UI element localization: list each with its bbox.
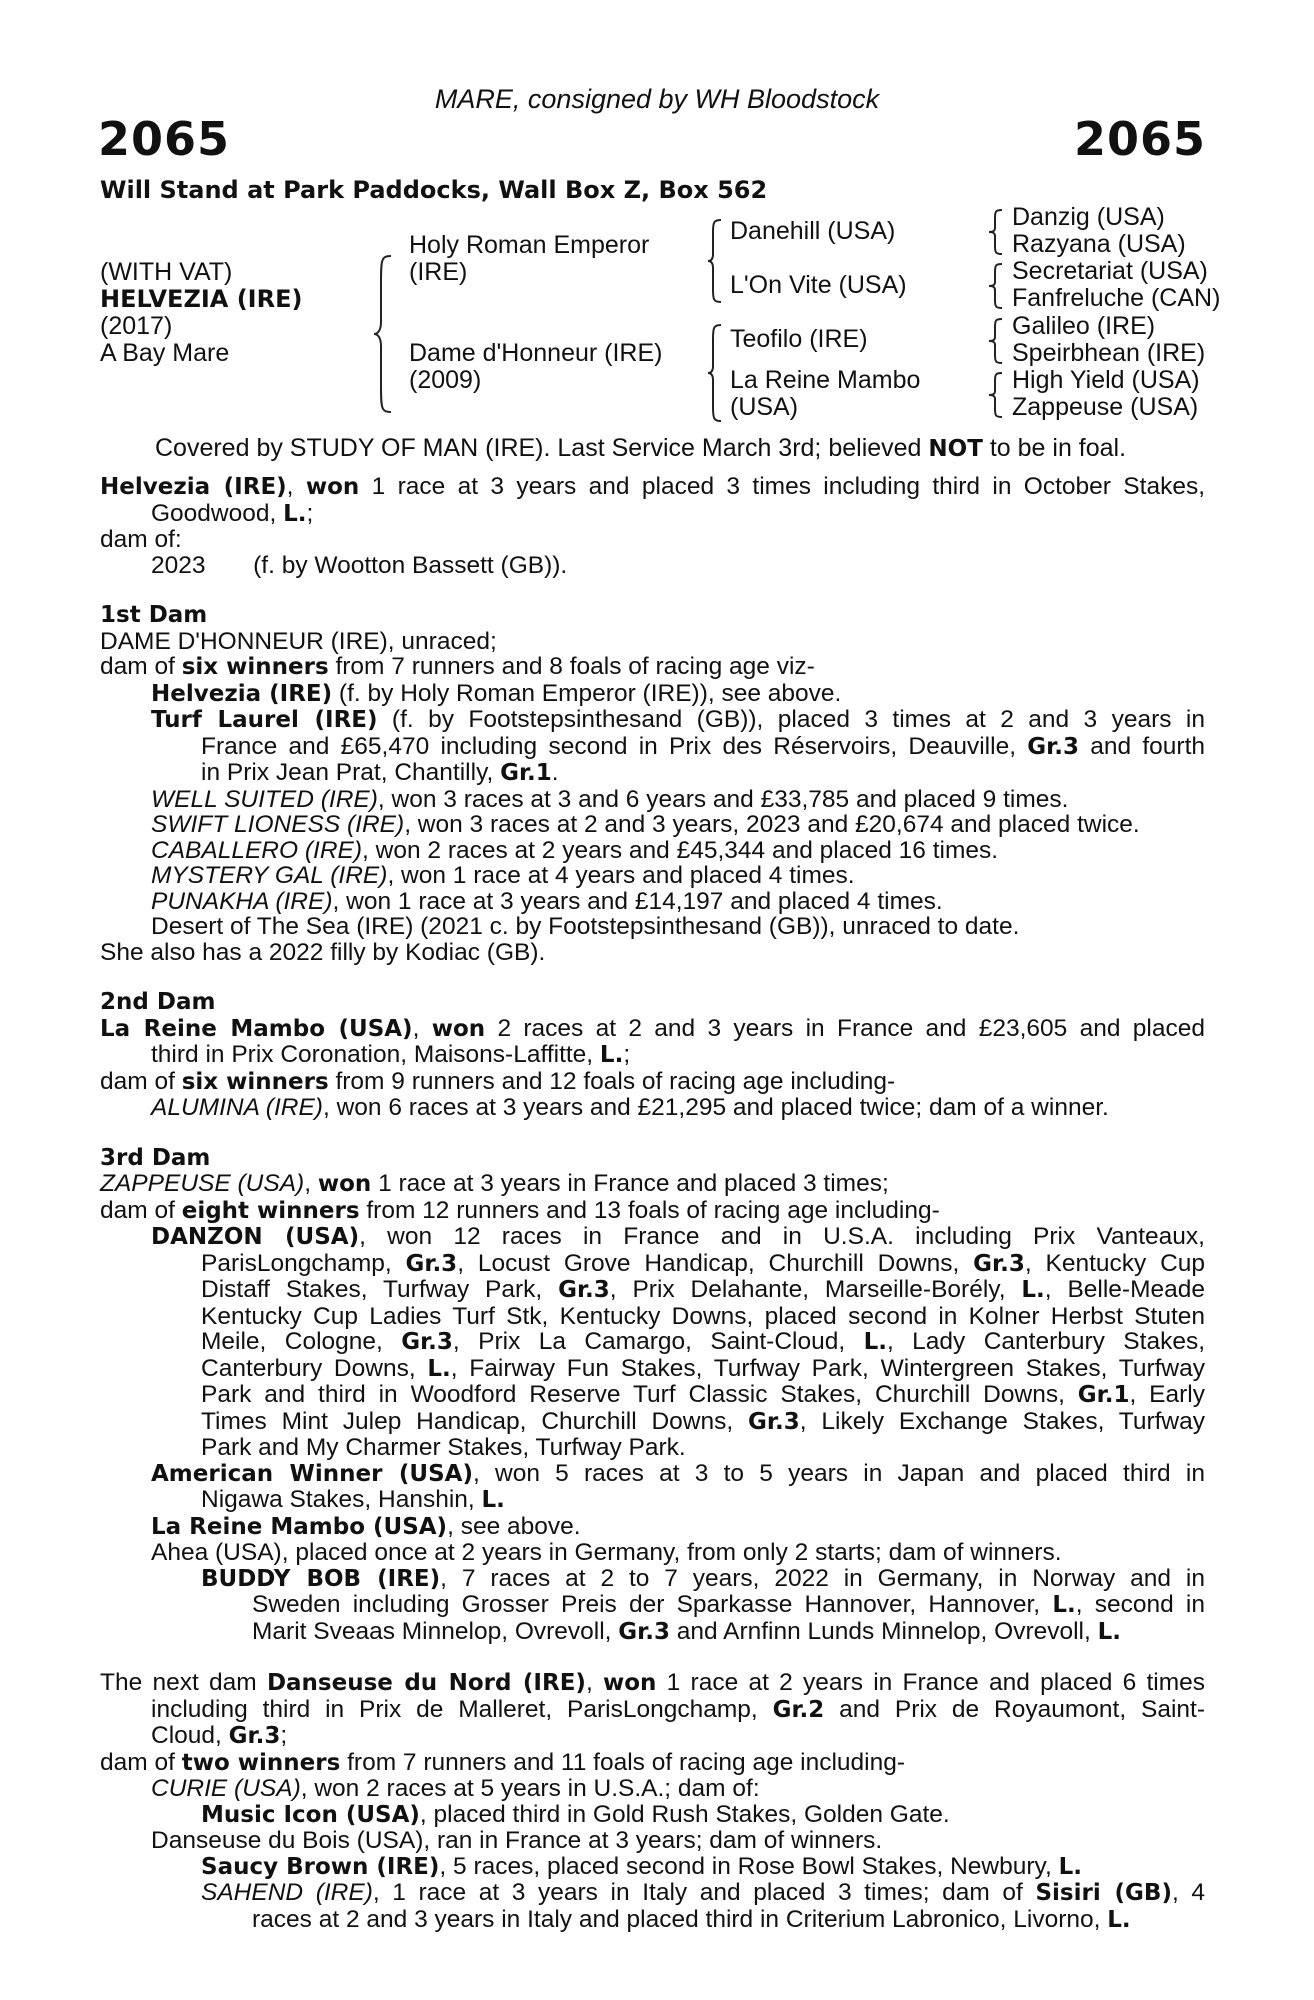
ancestor-gen3: High Yield (USA) [1012,366,1200,394]
bold-text: won [317,1171,372,1197]
bold-text: Turf Laurel (IRE) [151,707,378,733]
ancestor-gen3: Fanfreluche (CAN) [1012,284,1221,312]
text-line [100,1566,1205,1593]
text-segment: from 7 runners and 8 foals of racing age viz- [328,653,815,680]
text-line [100,1802,1205,1829]
bold-text: won [603,1670,657,1696]
text-segment: including third in Prix de Malleret, ParisLongchamp, [151,1695,773,1723]
text-segment: and Prix de Royaumont, Saint- [824,1695,1206,1723]
italic-text: CURIE (USA) [151,1775,301,1802]
text-segment: Nigawa Stakes, Hanshin, [201,1486,482,1513]
text-segment: . [551,759,559,786]
bold-text: Gr.1 [500,760,552,786]
bold-text: six winners [181,1068,329,1095]
bold-text: Helvezia (IRE) [151,680,333,707]
text-segment: , Likely Exchange Stakes, Turfway [799,1407,1205,1435]
text-segment: Sweden including Grosser Preis der Sparkasse Hannover, Hannover, [252,1591,1053,1618]
text-segment: dam of [100,1067,182,1095]
consignment-subtitle: MARE, consigned by WH Bloodstock [434,84,880,114]
bold-text: Sisiri (GB) [1035,1880,1172,1906]
text-line [100,654,1205,681]
text-line [100,838,1205,864]
text-segment: She also has a 2022 filly by Kodiac (GB). [100,938,546,966]
text-segment: , Lady Canterbury Stakes, [886,1328,1205,1355]
text-segment: , see above. [447,1512,581,1540]
text-segment: DAME D'HONNEUR (IRE), unraced; [100,627,497,655]
text-line [100,1382,1205,1409]
text-line [100,1042,1205,1069]
pedigree-brace-sire [707,218,723,304]
bold-text: L. [1021,1277,1045,1303]
text-line [100,1016,1205,1043]
bold-text: won [431,1015,486,1042]
pedigree-details [100,474,1205,1933]
horse-name: HELVEZIA (IRE) [100,285,303,313]
text-segment: , [585,1669,603,1696]
text-segment: and Arnfinn Lunds Minnelop, Ovrevoll, [669,1617,1098,1645]
text-segment: , won 3 races at 2 and 3 years, 2023 and £20,674 and placed twice. [404,811,1140,838]
text-segment: 2023 (f. by Wootton Bassett (GB)). [151,551,568,579]
text-segment: Park and My Charmer Stakes, Turfway Park. [201,1434,686,1461]
text-line [100,1069,1205,1096]
bold-text: won [305,474,360,500]
bold-text: Gr.3 [558,1277,610,1303]
text-segment: dam of [100,1748,182,1776]
dam-dam-line1: La Reine Mambo [730,366,921,394]
ancestor-gen3: Speirbhean (IRE) [1012,339,1206,367]
text-line [100,1854,1205,1881]
bold-text: L. [1097,1618,1122,1645]
text-segment: Goodwood, [151,499,284,527]
dam-dam-line2: (USA) [730,393,799,421]
bold-text: eight winners [181,1197,360,1224]
text-line [100,1514,1205,1541]
text-line [100,734,1205,761]
text-line [100,1356,1205,1383]
text-segment: , Early [1129,1381,1205,1408]
bold-text: L. [1107,1906,1131,1933]
bold-text: Danseuse du Nord (IRE) [266,1670,586,1696]
text-segment: , won 2 races at 2 years and £45,344 and placed 16 times. [362,836,999,864]
dam-section-heading: 1st Dam [100,602,208,628]
text-segment: ; [280,1722,288,1749]
text-line [100,1619,1205,1646]
text-line [100,760,1205,787]
text-segment: Times Mint Julep Handicap, Churchill Downs, [201,1407,749,1435]
text-segment: Distaff Stakes, Turfway Park, [201,1276,559,1303]
ancestor-gen3: Secretariat (USA) [1012,257,1208,285]
dam-section-heading: 3rd Dam [100,1144,211,1171]
text-line [100,1095,1205,1121]
sire-line2: (IRE) [409,258,468,286]
text-segment: , won 3 races at 3 and 6 years and £33,785 and placed 9 times. [377,785,1069,813]
italic-text: CABALLERO (IRE) [151,836,363,864]
text-line [100,1723,1205,1750]
text-segment: 1 race at 3 years and placed 3 times including third in October Stakes, [359,473,1206,500]
text-segment: , Fairway Fun Stakes, Turfway Park, Wintergreen Stakes, Turfway [450,1354,1205,1382]
text-segment: dam of: [100,526,182,553]
dam-line1: Dame d'Honneur (IRE) [409,339,663,367]
bold-text: L. [427,1355,451,1382]
text-line [100,1880,1205,1907]
text-line [100,787,1205,813]
bold-text: L. [1052,1592,1076,1618]
paragraph-gap [100,578,1205,603]
bold-text: Gr.2 [772,1696,825,1723]
text-segment: ParisLongchamp, [201,1249,406,1277]
text-segment: , [286,473,306,500]
text-segment: 2 races at 2 and 3 years in France and £23,605 and placed [485,1014,1205,1042]
bold-text: Gr.1 [1077,1382,1130,1408]
ancestor-gen3: Danzig (USA) [1012,203,1165,231]
text-segment: dam of [100,1196,182,1224]
text-segment: Desert of The Sea (IRE) (2021 c. by Footstepsinthesand (GB)), unraced to date. [151,913,1020,940]
text-line [100,474,1205,501]
italic-text: PUNAKHA (IRE) [151,887,333,915]
text-line [100,1907,1205,1934]
bold-text: BUDDY BOB (IRE) [201,1565,441,1592]
text-line [100,1461,1205,1488]
text-line [100,1776,1205,1802]
text-segment: , won 2 races at 5 years in U.S.A.; dam of: [300,1775,760,1802]
bold-text: American Winner (USA) [151,1460,473,1487]
bold-text: two winners [181,1749,341,1776]
bold-text: L. [283,500,307,527]
text-line [100,707,1205,734]
text-line [100,1171,1205,1198]
text-segment: in Prix Jean Prat, Chantilly, [201,759,501,786]
text-segment: ; [306,499,314,527]
pedigree-brace-gen3 [988,371,1004,419]
pedigree-brace-dam [707,323,723,423]
lot-number-right: 2065 [1073,112,1206,166]
text-segment: 1 race at 2 years in France and placed 6 times [656,1669,1205,1696]
horse-description: A Bay Mare [100,339,230,367]
text-segment: , [412,1014,432,1042]
text-segment: Marit Sveaas Minnelop, Ovrevoll, [252,1617,619,1645]
text-segment: , won 1 race at 4 years and placed 4 times. [387,862,855,889]
text-segment: and fourth [1078,732,1206,760]
bold-text: Gr.3 [973,1250,1025,1277]
text-line [100,1409,1205,1436]
text-segment: races at 2 and 3 years in Italy and placed third in Criterium Labronico, Livorno, [252,1905,1108,1933]
bold-text: Music Icon (USA) [201,1801,420,1828]
bold-text: L. [481,1487,505,1513]
dam-section-heading: 2nd Dam [100,989,216,1015]
text-segment: Ahea (USA), placed once at 2 years in Germany, from only 2 starts; dam of winners. [151,1539,1062,1566]
ancestor-gen3: Galileo (IRE) [1012,312,1156,340]
dam-line2: (2009) [409,366,482,394]
sire-line1: Holy Roman Emperor [409,231,650,259]
bold-text: La Reine Mambo (USA) [151,1513,448,1540]
text-line [100,681,1205,708]
text-segment: Meile, Cologne, [201,1328,402,1355]
text-segment: Kentucky Cup Ladies Turf Stk, Kentucky Downs, placed second in Kolner Herbst Stuten [201,1302,1205,1330]
italic-text: MYSTERY GAL (IRE) [151,862,388,889]
text-line [100,1435,1205,1461]
italic-text: ZAPPEUSE (USA) [100,1170,305,1197]
text-segment: 1 race at 3 years in France and placed 3 times; [371,1170,889,1197]
text-segment: , won 12 races in France and in U.S.A. including Prix Vanteaux, [359,1223,1205,1250]
text-segment: from 12 runners and 13 foals of racing age including- [359,1196,940,1224]
bold-text: L. [1058,1853,1082,1880]
text-line [100,1251,1205,1278]
text-segment: , second in [1075,1591,1205,1618]
text-line [100,1277,1205,1304]
bold-text: DANZON (USA) [151,1224,360,1250]
text-line [100,1750,1205,1777]
text-segment: (f. by Footstepsinthesand (GB)), placed 3 times at 2 and 3 years in [377,706,1205,733]
bold-text: L. [863,1329,887,1355]
text-line [100,1198,1205,1225]
text-segment: , 1 race at 3 years in Italy and placed 3 times; dam of [372,1879,1036,1906]
covered-line: Covered by STUDY OF MAN (IRE). Last Service March 3rd; believed NOT to be in foal. [155,434,1127,462]
bold-text: Helvezia (IRE) [100,474,287,500]
italic-text: ALUMINA (IRE) [151,1094,323,1121]
pedigree-brace-main [373,254,395,414]
text-line [100,1697,1205,1724]
bold-text: Saucy Brown (IRE) [201,1853,440,1880]
text-line [100,914,1205,940]
text-line [100,1540,1205,1566]
text-line [100,501,1205,528]
text-segment: , Belle-Meade [1044,1276,1205,1303]
text-segment: , 4 [1171,1879,1205,1906]
text-line [100,889,1205,915]
pedigree-brace-gen3 [988,208,1004,256]
bold-text: Gr.3 [618,1618,670,1645]
bold-text: Gr.3 [405,1250,458,1277]
text-segment: , Prix La Camargo, Saint-Cloud, [452,1328,864,1355]
bold-text: Gr.3 [748,1408,800,1435]
text-segment: , [304,1170,318,1197]
text-segment: Cloud, [151,1722,229,1749]
text-line [100,527,1205,553]
paragraph-gap [100,1121,1205,1146]
text-segment: , won 6 races at 3 years and £21,295 and placed twice; dam of a winner. [322,1094,1109,1121]
text-segment: ; [623,1041,631,1068]
text-line [100,863,1205,889]
text-segment: , placed third in Gold Rush Stakes, Golden Gate. [419,1800,950,1828]
text-line [100,553,1205,579]
text-segment: The next dam [100,1669,267,1696]
bold-text: Gr.3 [1027,733,1079,760]
text-segment: , won 1 race at 3 years and £14,197 and placed 4 times. [332,887,943,915]
bold-text: six winners [181,654,329,680]
foaling-year: (2017) [100,312,173,340]
text-line [100,940,1205,966]
text-segment: from 9 runners and 12 foals of racing age including- [328,1067,896,1095]
text-segment: , Prix Delahante, Marseille-Borély, [609,1276,1022,1303]
stand-location: Will Stand at Park Paddocks, Wall Box Z, Box 562 [100,176,768,204]
text-segment: third in Prix Coronation, Maisons-Laffitte, [151,1041,600,1068]
paragraph-gap [100,1645,1205,1670]
text-line [100,1670,1205,1697]
dam-sire: Teofilo (IRE) [730,325,868,353]
text-line [100,1487,1205,1514]
text-line [100,1224,1205,1251]
pedigree-brace-gen3 [988,262,1004,310]
text-segment: Canterbury Downs, [201,1354,428,1382]
text-segment: , 7 races at 2 to 7 years, 2022 in Germany, in Norway and in [440,1564,1205,1592]
bold-text: La Reine Mambo (USA) [100,1015,413,1042]
text-line [100,1329,1205,1356]
text-line [100,1592,1205,1619]
text-segment: Danseuse du Bois (USA), ran in France at 3 years; dam of winners. [151,1827,883,1854]
bold-text: Gr.3 [228,1723,281,1749]
ancestor-gen3: Razyana (USA) [1012,230,1186,258]
text-segment: , won 5 races at 3 to 5 years in Japan and placed third in [472,1459,1205,1487]
pedigree-brace-gen3 [988,317,1004,365]
italic-text: SAHEND (IRE) [201,1879,373,1906]
text-line [100,812,1205,838]
italic-text: SWIFT LIONESS (IRE) [151,811,405,838]
paragraph-gap [100,965,1205,990]
text-segment: , Locust Grove Handicap, Churchill Downs, [457,1249,974,1277]
italic-text: WELL SUITED (IRE) [151,785,378,813]
text-segment: , 5 races, placed second in Rose Bowl Stakes, Newbury, [439,1852,1059,1880]
text-segment: , Kentucky Cup [1024,1249,1206,1277]
lot-number-left: 2065 [98,112,231,166]
text-line [100,1304,1205,1330]
sire-sire: Danehill (USA) [730,217,896,245]
vat-note: (WITH VAT) [100,258,233,286]
text-segment: France and £65,470 including second in Prix des Réservoirs, Deauville, [201,732,1028,760]
text-segment: dam of [100,653,182,680]
sire-dam: L'On Vite (USA) [730,271,907,299]
ancestor-gen3: Zappeuse (USA) [1012,393,1199,421]
text-segment: Park and third in Woodford Reserve Turf Classic Stakes, Churchill Downs, [201,1381,1078,1408]
text-segment: (f. by Holy Roman Emperor (IRE)), see above. [332,679,842,707]
text-line [100,629,1205,655]
text-line [100,1828,1205,1854]
bold-text: L. [599,1042,624,1068]
bold-text: Gr.3 [401,1329,453,1355]
text-segment: from 7 runners and 11 foals of racing age including- [340,1748,906,1776]
